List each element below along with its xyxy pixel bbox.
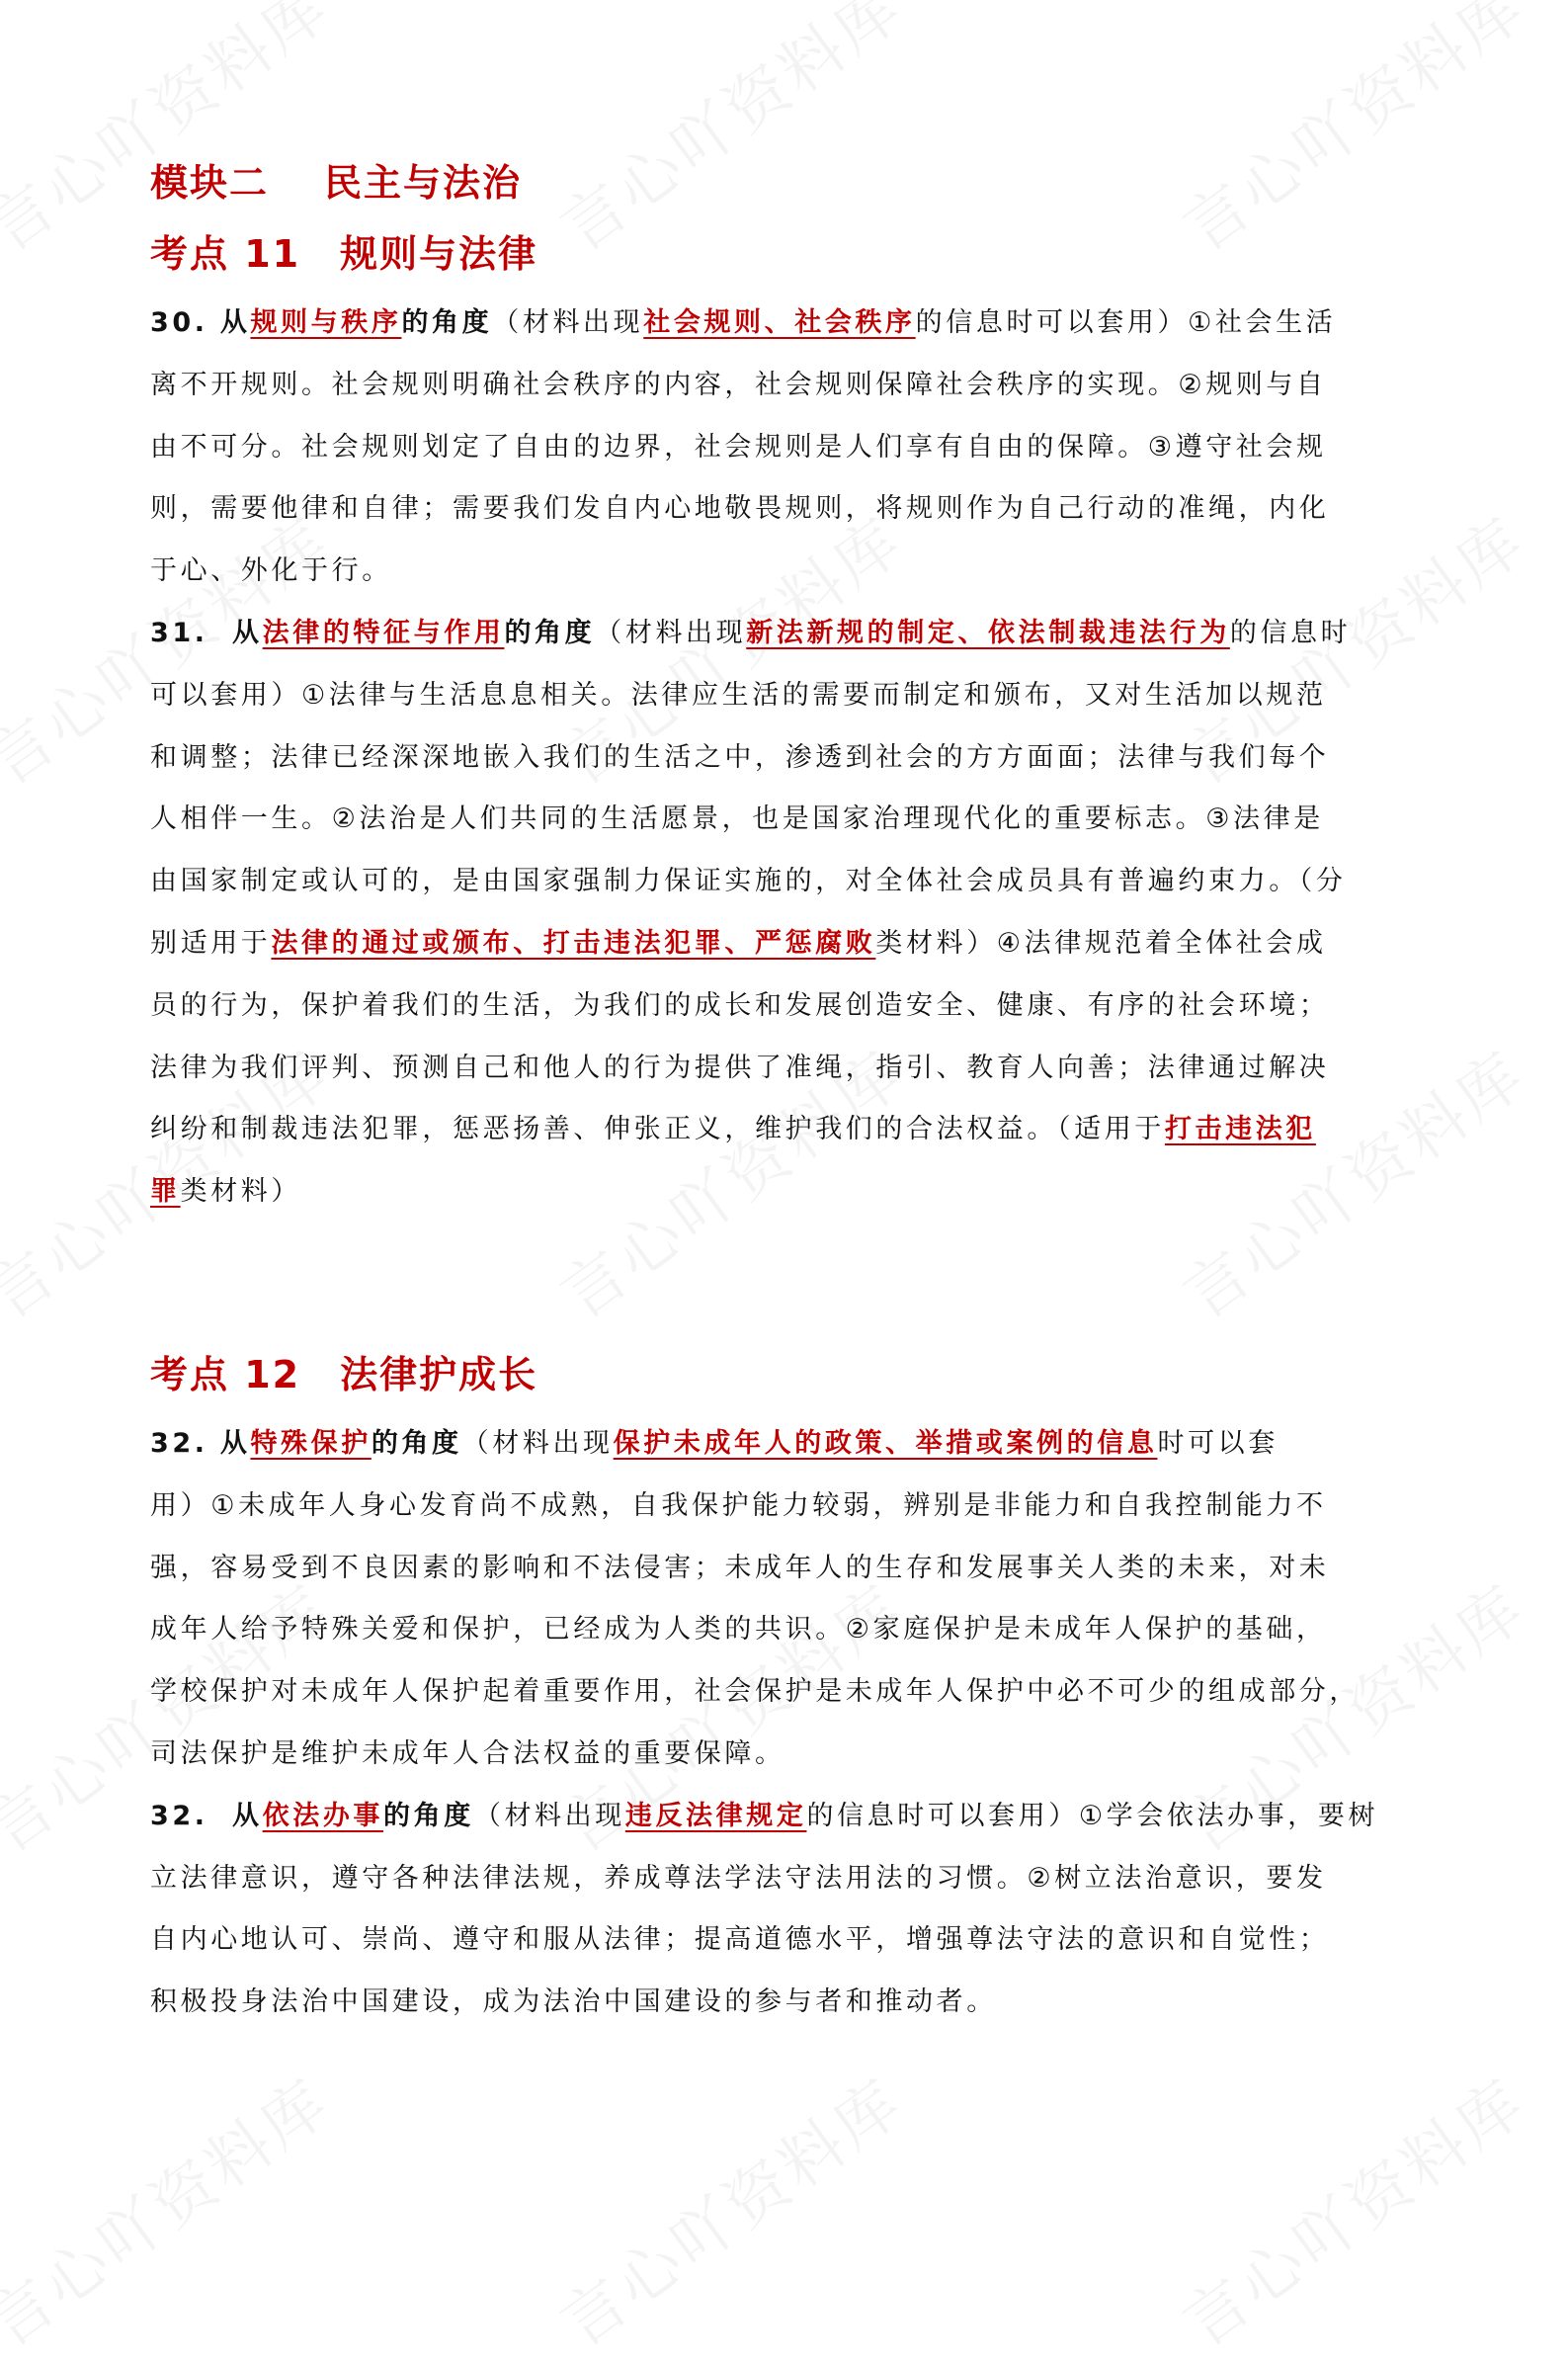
item-31-line-1 xyxy=(150,603,1425,665)
item-text: 类材料）④法律规范着全体社会成 xyxy=(875,927,1327,959)
item-text-line: 立法律意识，遵守各种法律法规，养成尊法学法守法用法的习惯。②树立法治意识，要发 xyxy=(150,1862,1327,1894)
section-label: 考点 12 xyxy=(150,1352,301,1396)
item-material-key: 罪 xyxy=(150,1176,181,1208)
item-text-line: 用）①未成年人身心发育尚不成熟，自我保护能力较弱，辨别是非能力和自我控制能力不 xyxy=(150,1489,1327,1521)
item-text-line: 由不可分。社会规则划定了自由的边界，社会规则是人们享有自由的保障。③遵守社会规 xyxy=(150,431,1327,463)
section-title: 规则与法律 xyxy=(340,232,538,276)
item-material-key: 新法新规的制定、依法制裁违法行为 xyxy=(746,617,1230,648)
module-title: 民主与法治 xyxy=(324,161,523,205)
item-angle: 的角度 xyxy=(401,307,493,338)
item-material-key: 违反法律规定 xyxy=(624,1800,807,1831)
section-label: 考点 11 xyxy=(150,232,301,276)
item-31 xyxy=(150,603,1425,1224)
item-text-line: 积极投身法治中国建设，成为法治中国建设的参与者和推动者。 xyxy=(150,1986,997,2018)
item-material-key: 社会规则、社会秩序 xyxy=(643,307,916,338)
item-30-line-1 xyxy=(150,293,1425,355)
item-key-topic: 规则与秩序 xyxy=(250,307,402,338)
item-32b-line-1 xyxy=(150,1786,1425,1848)
item-text-line: 离不开规则。社会规则明确社会秩序的内容，社会规则保障社会秩序的实现。②规则与自 xyxy=(150,369,1327,400)
module-label: 模块二 xyxy=(150,161,270,205)
item-angle: 的角度 xyxy=(371,1427,462,1459)
item-text: 纠纷和制裁违法犯罪，惩恶扬善、伸张正义，维护我们的合法权益。（适用于 xyxy=(150,1114,1165,1145)
item-text: 类材料） xyxy=(180,1176,302,1208)
item-intro-post: 的信息时 xyxy=(1229,617,1352,648)
item-intro: （材料出现 xyxy=(461,1427,614,1459)
item-number: 30. xyxy=(150,307,208,338)
item-lead: 从 xyxy=(219,1427,251,1459)
item-text-line: 人相伴一生。②法治是人们共同的生活愿景，也是国家治理现代化的重要标志。③法律是 xyxy=(150,803,1324,835)
item-text-line: 司法保护是维护未成年人合法权益的重要保障。 xyxy=(150,1737,785,1769)
item-32-act-by-law xyxy=(150,1786,1425,2034)
item-number: 32. xyxy=(150,1427,208,1459)
item-text: ①社会生活 xyxy=(1188,307,1337,338)
item-text-line: 自内心地认可、崇尚、遵守和服从法律；提高道德水平，增强尊法守法的意识和自觉性； xyxy=(150,1924,1330,1956)
item-31-line-9 xyxy=(150,1099,1425,1161)
item-text-line: 员的行为，保护着我们的生活，为我们的成长和发展创造安全、健康、有序的社会环境； xyxy=(150,989,1330,1021)
item-material-key: 保护未成年人的政策、举措或案例的信息 xyxy=(613,1427,1158,1459)
document-page xyxy=(150,158,1425,2034)
section-heading-11 xyxy=(150,229,1425,279)
watermark-text xyxy=(1162,2054,1541,2364)
item-number: 32. xyxy=(150,1800,208,1831)
item-text-line: 可以套用）①法律与生活息息相关。法律应生活的需要而制定和颁布，又对生活加以规范 xyxy=(150,679,1327,711)
item-angle: 的角度 xyxy=(383,1800,474,1831)
item-text-line: 成年人给予特殊关爱和保护，已经成为人类的共识。②家庭保护是未成年人保护的基础， xyxy=(150,1614,1327,1646)
item-material-key: 法律的通过或颁布、打击违法犯罪、严惩腐败 xyxy=(271,927,876,959)
item-lead: 从 xyxy=(232,1800,263,1831)
item-key-topic: 特殊保护 xyxy=(250,1427,371,1459)
section-title: 法律护成长 xyxy=(340,1352,538,1396)
watermark-text xyxy=(539,2054,919,2364)
item-30 xyxy=(150,293,1425,603)
item-number: 31. xyxy=(150,617,208,648)
item-intro-post: 时可以套 xyxy=(1157,1427,1279,1459)
item-intro: （材料出现 xyxy=(492,307,644,338)
item-text-line: 法律为我们评判、预测自己和他人的行为提供了准绳，指引、教育人向善；法律通过解决 xyxy=(150,1052,1330,1083)
item-intro: （材料出现 xyxy=(473,1800,625,1831)
item-material-key: 打击违法犯 xyxy=(1164,1114,1316,1145)
item-lead: 从 xyxy=(219,307,251,338)
item-text-line: 学校保护对未成年人保护起着重要作用，社会保护是未成年人保护中必不可少的组成部分， xyxy=(150,1676,1360,1708)
item-angle: 的角度 xyxy=(504,617,596,648)
item-intro: （材料出现 xyxy=(595,617,747,648)
item-31-line-6 xyxy=(150,913,1425,975)
item-key-topic: 依法办事 xyxy=(262,1800,384,1831)
item-key-topic: 法律的特征与作用 xyxy=(262,617,505,648)
item-32a-line-1 xyxy=(150,1413,1425,1476)
item-32-special-protection xyxy=(150,1413,1425,1786)
item-text: 别适用于 xyxy=(150,927,272,959)
item-text-line: 于心、外化于行。 xyxy=(150,555,392,587)
module-heading xyxy=(150,158,1425,208)
section-heading-12 xyxy=(150,1350,1425,1399)
item-text-line: 强，容易受到不良因素的影响和不法侵害；未成年人的生存和发展事关人类的未来，对未 xyxy=(150,1552,1330,1583)
item-lead: 从 xyxy=(232,617,263,648)
item-text-line: 和调整；法律已经深深地嵌入我们的生活之中，渗透到社会的方方面面；法律与我们每个 xyxy=(150,741,1330,773)
item-31-line-10 xyxy=(150,1161,1425,1224)
item-text-line: 由国家制定或认可的，是由国家强制力保证实施的，对全体社会成员具有普遍约束力。（分 xyxy=(150,866,1347,897)
item-intro-post: 的信息时可以套用） xyxy=(915,307,1189,338)
item-intro-post: 的信息时可以套用）①学会依法办事，要树 xyxy=(806,1800,1379,1831)
watermark-text xyxy=(0,2054,346,2364)
item-text-line: 则，需要他律和自律；需要我们发自内心地敬畏规则，将规则作为自己行动的准绳，内化 xyxy=(150,493,1330,525)
